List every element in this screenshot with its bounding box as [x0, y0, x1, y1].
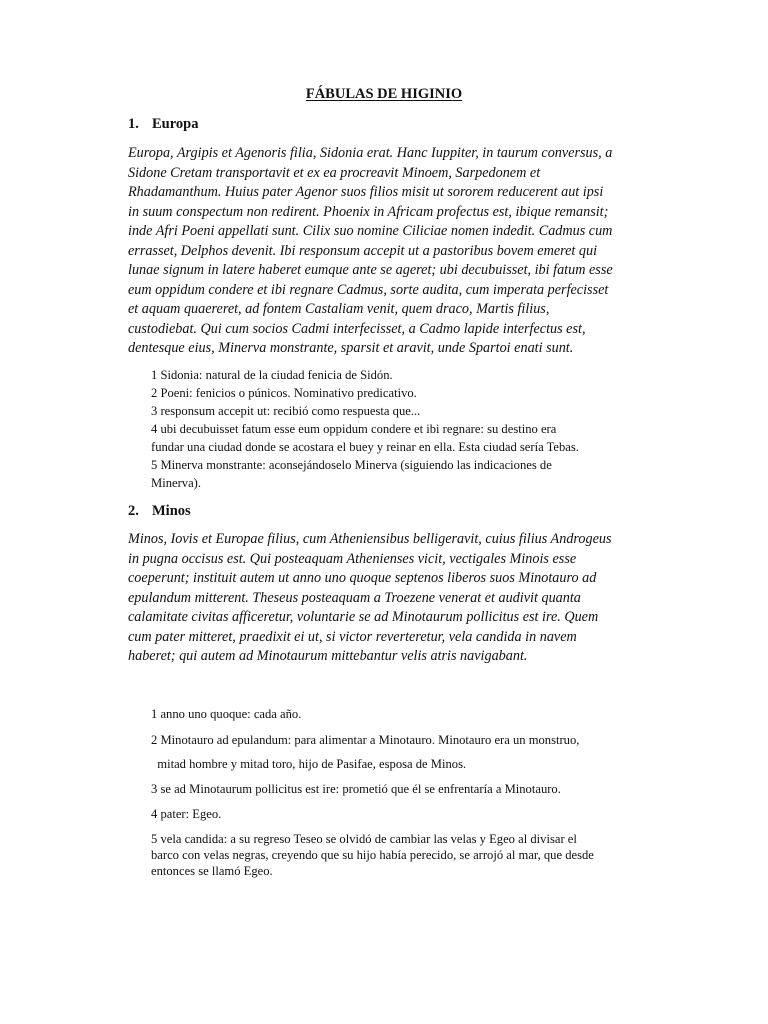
note-line: 4 pater: Egeo.	[151, 807, 222, 821]
text-line: in pugna occisus est. Qui posteaquam Athenienses vicit, vectigales Minois esse	[128, 550, 577, 567]
section-title: Minos	[152, 503, 191, 519]
section-number: 1.	[128, 116, 139, 132]
section-heading-europa	[128, 116, 198, 133]
note-minos-3	[151, 781, 651, 797]
latin-text-europa	[128, 144, 658, 359]
text-line: inde Afri Poeni appellati sunt. Cilix suo nomine Ciliciae nomen indedit. Cadmus cum	[128, 223, 613, 239]
note-line: 3 responsum accepit ut: recibió como respuesta que...	[151, 404, 421, 418]
text-line: calamitate civitas afficeretur, voluntarie se ad Minotaurum pollicitus est ire. Quem	[128, 609, 599, 625]
text-line: coeperunt; instituit autem ut anno uno quoque septenos liberos suos Minotauro ad	[128, 570, 597, 586]
text-line: Sidone Cretam transportavit et ex ea procreavit Minoem, Sarpedonem et	[128, 164, 541, 181]
text-line: eum oppidum condere et ibi regnare Cadmus, sorte audita, cum imperata perfecisset	[128, 281, 609, 298]
notes-europa	[151, 366, 651, 492]
note-line: barco con velas negras, creyendo que su hijo había perecido, se arrojó al mar, que desde	[151, 848, 594, 862]
note-line: 5 Minerva monstrante: aconsejándoselo Minerva (siguiendo las indicaciones de	[151, 458, 552, 472]
text-line: dentesque eius, Minerva monstrante, sparsit et aravit, unde Spartoi enati sunt.	[128, 340, 574, 356]
text-line: errasset, Delphos devenit. Ibi responsum accepit ut a pastoribus bovem emeret qui	[128, 242, 598, 259]
note-line: 2 Minotauro ad epulandum: para alimentar a Minotauro. Minotauro era un monstruo,	[151, 733, 580, 747]
note-minos-4	[151, 806, 651, 822]
note-line: mitad hombre y mitad toro, hijo de Pasifae, esposa de Minos.	[151, 757, 467, 771]
section-title: Europa	[152, 116, 199, 132]
text-line: epulandum mitterent. Theseus posteaquam a Troezene venerat et audivit quanta	[128, 589, 581, 606]
note-minos-2-cont	[151, 756, 651, 772]
note-line: 1 Sidonia: natural de la ciudad fenicia de Sidón.	[151, 368, 393, 382]
document-title: FÁBULAS DE HIGINIO	[305, 86, 463, 102]
note-minos-2	[151, 732, 651, 748]
text-line: Minos, Iovis et Europae filius, cum Atheniensibus belligeravit, cuius filius Androgeus	[128, 531, 612, 547]
text-line: lunae signum in latere haberet eumque ante se ageret; ubi decubuisset, ibi fatum esse	[128, 262, 613, 278]
note-line: 5 vela candida: a su regreso Teseo se olvidó de cambiar las velas y Egeo al divisar el	[151, 832, 577, 846]
latin-text-minos	[128, 530, 658, 667]
note-line: 3 se ad Minotaurum pollicitus est ire: prometió que él se enfrentaría a Minotauro.	[151, 782, 561, 796]
note-minos-5	[151, 831, 651, 879]
text-line: Rhadamanthum. Huius pater Agenor suos filios misit ut sororem reducerent aut ipsi	[128, 184, 604, 200]
note-minos-1	[151, 706, 651, 722]
note-line: entonces se llamó Egeo.	[151, 864, 273, 878]
note-line: 2 Poeni: fenicios o púnicos. Nominativo predicativo.	[151, 386, 417, 400]
text-line: custodiebat. Qui cum socios Cadmi interfecisset, a Cadmo lapide interfectus est,	[128, 320, 586, 337]
section-number: 2.	[128, 503, 139, 519]
note-line: fundar una ciudad donde se acostara el buey y reinar en ella. Esta ciudad sería Tebas.	[151, 440, 579, 454]
note-line: Minerva).	[151, 476, 202, 490]
note-line: 4 ubi decubuisset fatum esse eum oppidum condere et ibi regnare: su destino era	[151, 422, 557, 436]
text-line: in suum conspectum non redirent. Phoenix in Africam profectus est, ibique remansit;	[128, 203, 609, 220]
text-line: haberet; qui autem ad Minotaurum mittebantur velis atris navigabant.	[128, 648, 528, 664]
section-heading-minos	[128, 503, 191, 520]
text-line: cum pater mitteret, praedixit ei ut, si victor reverteretur, vela candida in navem	[128, 628, 577, 645]
note-line: 1 anno uno quoque: cada año.	[151, 707, 302, 721]
text-line: Europa, Argipis et Agenoris filia, Sidonia erat. Hanc Iuppiter, in taurum conversus, a	[128, 145, 613, 161]
text-line: et aquam quaereret, ad fontem Castaliam venit, quem draco, Martis filius,	[128, 301, 550, 317]
